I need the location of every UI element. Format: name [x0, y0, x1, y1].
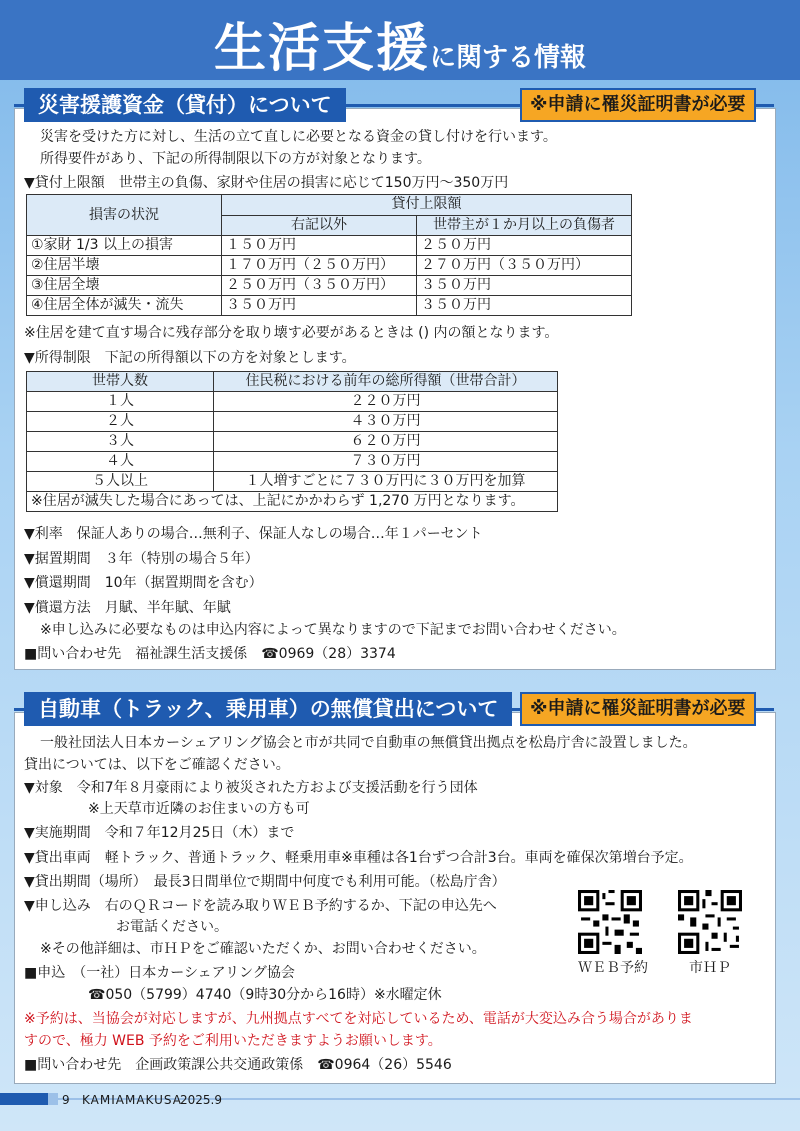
issue-date: 2025.9 [180, 1093, 222, 1107]
section2-requirement-badge: ※申請に罹災証明書が必要 [520, 692, 756, 726]
injured-cell: ３５０万円 [417, 276, 632, 296]
damage-cell: ②住居半壊 [27, 256, 222, 276]
section2-intro-1: 一般社団法人日本カーシェアリング協会と市が共同で自動車の無償貸出拠点を松島庁舎に設置しました。 [40, 735, 697, 751]
section2-contact: ■問い合わせ先 企画政策課公共交通政策係 ☎0964（26）5546 [24, 1057, 452, 1073]
rental-target-note: ※上天草市近隣のお住まいの方も可 [88, 801, 310, 817]
title-main: 生活支援 [213, 19, 430, 79]
section1-header: 災害援護資金（貸付）について [24, 88, 346, 122]
income-limit-label: ▼所得制限 下記の所得額以下の方を対象とします。 [24, 350, 356, 366]
table-row [27, 392, 558, 412]
injured-cell: ３５０万円 [417, 296, 632, 316]
footer-accent-bar-light [48, 1093, 58, 1105]
qr-hp-label: 市ＨＰ [689, 960, 731, 976]
col-income: 住民税における前年の総所得額（世帯合計） [214, 372, 558, 392]
reservation-note-2: すので、極力 WEB 予約をご利用いただきますようお願いします。 [24, 1033, 442, 1049]
page-title [0, 6, 800, 81]
rental-target: ▼対象 令和7年８月豪雨により被災された方および支援活動を行う団体 [24, 780, 478, 796]
loan-limit-label: ▼貸付上限額 世帯主の負傷、家財や住居の損害に応じて150万円～350万円 [24, 175, 509, 191]
injured-cell: ２７０万円（３５０万円） [417, 256, 632, 276]
section1-intro-2: 所得要件があり、下記の所得制限以下の方が対象となります。 [40, 151, 431, 167]
table-row [27, 492, 558, 512]
section2-header: 自動車（トラック、乗用車）の無償貸出について [24, 692, 512, 726]
repayment-period: ▼償還期間 10年（据置期間を含む） [24, 575, 263, 591]
rental-vehicles: ▼貸出車両 軽トラック、普通トラック、軽乗用車※車種は各1台ずつ合計3台。車両を確保次第増台予定。 [24, 850, 693, 866]
detail-note: ※その他詳細は、市ＨＰをご確認いただくか、お問い合わせください。 [40, 941, 486, 957]
other-cell: ３５０万円 [222, 296, 417, 316]
table-row [27, 432, 558, 452]
col-other: 右記以外 [222, 215, 417, 236]
qr-code-hp-icon[interactable] [678, 890, 742, 954]
section1-contact: ■問い合わせ先 福祉課生活支援係 ☎0969（28）3374 [24, 646, 396, 662]
grace-period: ▼据置期間 ３年（特別の場合５年） [24, 551, 259, 567]
damage-cell: ①家財 1/3 以上の損害 [27, 236, 222, 256]
section1-intro-1: 災害を受けた方に対し、生活の立て直しに必要となる資金の貸し付けを行います。 [40, 129, 557, 145]
other-cell: １５０万円 [222, 236, 417, 256]
table-row [27, 472, 558, 492]
col-limit: 貸付上限額 [222, 195, 632, 216]
table-row [27, 452, 558, 472]
damage-cell: ④住居全体が滅失・流失 [27, 296, 222, 316]
apply-note: ※申し込みに必要なものは申込内容によって異なりますので下記までお問い合わせください。 [40, 622, 626, 638]
table-row [27, 256, 632, 276]
rental-period: ▼実施期間 令和７年12月25日（木）まで [24, 825, 295, 841]
income-cell: ４３０万円 [214, 412, 558, 432]
application-line-1: ▼申し込み 右のＱＲコードを読み取りＷＥＢ予約するか、下記の申込先へ [24, 898, 497, 914]
people-cell: １人 [27, 392, 214, 412]
table-row [27, 296, 632, 316]
loan-limit-table [26, 194, 632, 316]
section1-requirement-badge: ※申請に罹災証明書が必要 [520, 88, 756, 122]
col-injured: 世帯主が１か月以上の負傷者 [417, 215, 632, 236]
rental-term-place: ▼貸出期間（場所） 最長3日間単位で期間中何度でも利用可能。（松島庁舎） [24, 874, 506, 890]
page-number: 9 [62, 1093, 70, 1107]
other-cell: ２５０万円（３５０万円） [222, 276, 417, 296]
title-sub: に関する情報 [430, 43, 587, 73]
interest-rate: ▼利率 保証人ありの場合…無利子、保証人なしの場合…年１パーセント [24, 526, 483, 542]
qr-code-web-icon[interactable] [578, 890, 642, 954]
table-row [27, 412, 558, 432]
damage-cell: ③住居全壊 [27, 276, 222, 296]
income-limit-table [26, 371, 558, 512]
footer-accent-bar [0, 1093, 48, 1105]
repayment-method: ▼償還方法 月賦、半年賦、年賦 [24, 600, 231, 616]
income-cell: ６２０万円 [214, 432, 558, 452]
table-row [27, 236, 632, 256]
people-cell: ５人以上 [27, 472, 214, 492]
people-cell: ４人 [27, 452, 214, 472]
other-cell: １７０万円（２５０万円） [222, 256, 417, 276]
income-table-note: ※住居が滅失した場合にあっては、上記にかかわらず 1,270 万円となります。 [27, 492, 558, 512]
people-cell: ３人 [27, 432, 214, 452]
table-row [27, 276, 632, 296]
income-cell: １人増すごとに７３０万円に３０万円を加算 [214, 472, 558, 492]
col-damage: 損害の状況 [27, 195, 222, 236]
injured-cell: ２５０万円 [417, 236, 632, 256]
people-cell: ２人 [27, 412, 214, 432]
income-cell: ２２０万円 [214, 392, 558, 412]
application-line-2: お電話ください。 [116, 919, 228, 935]
rebuild-note: ※住居を建て直す場合に残存部分を取り壊す必要があるときは () 内の額となります。 [24, 325, 559, 341]
section2-intro-2: 貸出については、以下をご確認ください。 [24, 757, 290, 773]
col-people: 世帯人数 [27, 372, 214, 392]
qr-web-label: ＷＥＢ予約 [578, 960, 648, 976]
reservation-note-1: ※予約は、当協会が対応しますが、九州拠点すべてを対応しているため、電話が大変込み合う場合がありま [24, 1011, 693, 1027]
income-cell: ７３０万円 [214, 452, 558, 472]
apply-phone: ☎050（5799）4740（9時30分から16時）※水曜定休 [88, 987, 442, 1003]
apply-to: ■申込 （一社）日本カーシェアリング協会 [24, 965, 295, 981]
publication-name: KAMIAMAKUSA [82, 1093, 182, 1107]
